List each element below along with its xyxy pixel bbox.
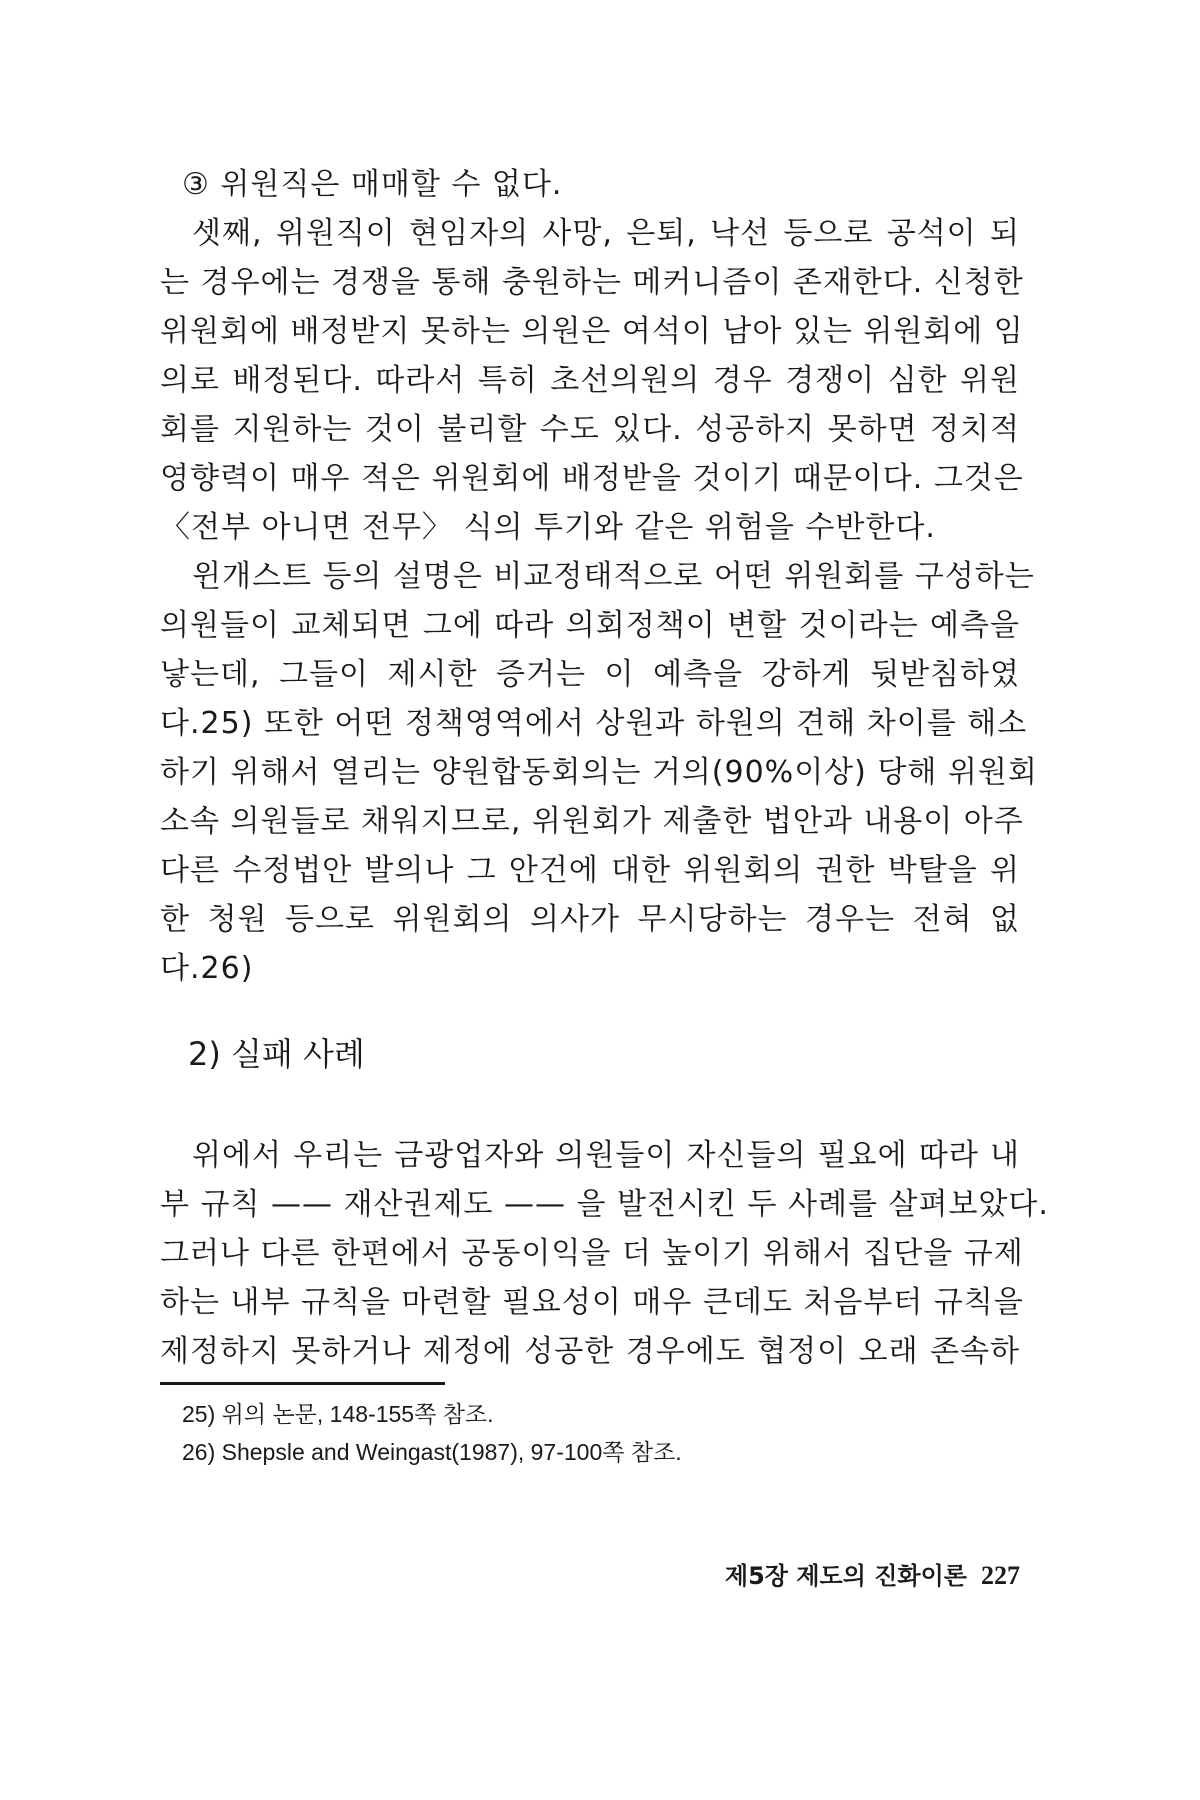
paragraph-line: 〈전부 아니면 전무〉 식의 투기와 같은 위험을 수반한다. <box>160 510 936 545</box>
paragraph-line: 회를 지원하는 것이 불리할 수도 있다. 성공하지 못하면 정치적 <box>160 412 1020 447</box>
paragraph-line: 한 청원 등으로 위원회의 의사가 무시당하는 경우는 전혀 없 <box>160 902 1020 937</box>
paragraph-line: 는 경우에는 경쟁을 통해 충원하는 메커니즘이 존재한다. 신청한 <box>160 265 1024 300</box>
paragraph-line: 셋째, 위원직이 현임자의 사망, 은퇴, 낙선 등으로 공석이 되 <box>192 216 1020 251</box>
paragraph-line: 소속 의원들로 채워지므로, 위원회가 제출한 법안과 내용이 아주 <box>160 804 1024 839</box>
footnote-25: 25) 위의 논문, 148-155쪽 참조. <box>182 1401 494 1427</box>
paragraph-line: 낳는데, 그들이 제시한 증거는 이 예측을 강하게 뒷받침하였 <box>160 657 1020 692</box>
footnotes <box>160 1395 1020 1471</box>
paragraph-line: 그러나 다른 한편에서 공동이익을 더 높이기 위해서 집단을 규제 <box>160 1236 1024 1271</box>
paragraph-line: 다.26) <box>160 951 254 986</box>
paragraph-line: 윈개스트 등의 설명은 비교정태적으로 어떤 위원회를 구성하는 <box>192 559 1035 594</box>
paragraph-line: 다른 수정법안 발의나 그 안건에 대한 위원회의 권한 박탈을 위 <box>160 853 1020 888</box>
paragraph-line: 의로 배정된다. 따라서 특히 초선의원의 경우 경쟁이 심한 위원 <box>160 363 1020 398</box>
page-footer <box>660 1556 1020 1591</box>
paragraph-line: 하는 내부 규칙을 마련할 필요성이 매우 큰데도 처음부터 규칙을 <box>160 1285 1024 1320</box>
page-number: 227 <box>981 1561 1020 1590</box>
paragraph-line: 부 규칙 —— 재산권제도 —— 을 발전시킨 두 사례를 살펴보았다. <box>160 1187 1049 1222</box>
paragraph-line: 위원회에 배정받지 못하는 의원은 여석이 남아 있는 위원회에 임 <box>160 314 1024 349</box>
paragraph-line: 다.25) 또한 어떤 정책영역에서 상원과 하원의 견해 차이를 해소 <box>160 706 1028 741</box>
page-body <box>160 160 1049 1471</box>
running-title: 제5장 제도의 진화이론 <box>724 1562 967 1590</box>
paragraph-line: 위에서 우리는 금광업자와 의원들이 자신들의 필요에 따라 내 <box>192 1138 1020 1173</box>
paragraph-1 <box>160 209 1024 552</box>
list-item-3: ③ 위원직은 매매할 수 없다. <box>182 167 563 202</box>
section-heading: 2) 실패 사례 <box>188 1035 365 1073</box>
footnote-divider <box>160 1382 445 1385</box>
paragraph-2 <box>160 552 1038 993</box>
paragraph-line: 제정하지 못하거나 제정에 성공한 경우에도 협정이 오래 존속하 <box>160 1334 1020 1369</box>
paragraph-line: 영향력이 매우 적은 위원회에 배정받을 것이기 때문이다. 그것은 <box>160 461 1024 496</box>
paragraph-line: 하기 위해서 열리는 양원합동회의는 거의(90%이상) 당해 위원회 <box>160 755 1038 790</box>
footnote-26: 26) Shepsle and Weingast(1987), 97-100쪽 참조. <box>182 1439 682 1465</box>
paragraph-line: 의원들이 교체되면 그에 따라 의회정책이 변할 것이라는 예측을 <box>160 608 1020 643</box>
paragraph-3 <box>160 1131 1049 1376</box>
